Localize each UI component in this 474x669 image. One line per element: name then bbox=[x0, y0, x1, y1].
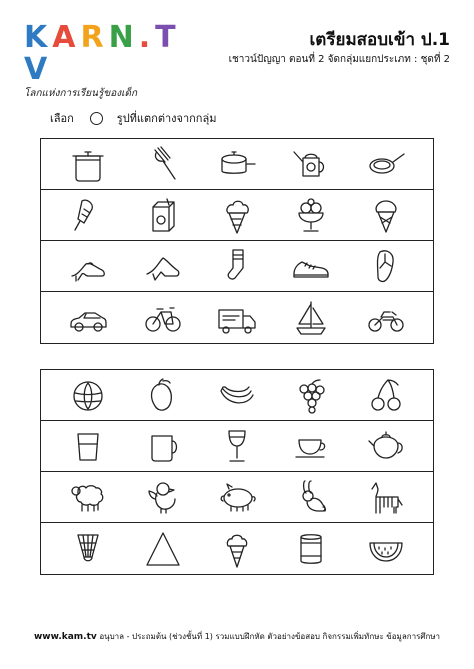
shuttlecock-icon[interactable] bbox=[66, 528, 110, 570]
question-group-2 bbox=[40, 369, 434, 575]
juice-box-icon[interactable] bbox=[141, 194, 185, 236]
teapot-icon[interactable] bbox=[364, 425, 408, 467]
logo-letter: N bbox=[108, 20, 139, 55]
instruction-prefix: เลือก bbox=[50, 112, 74, 125]
cherries-icon[interactable] bbox=[364, 374, 408, 416]
motorcycle-icon[interactable] bbox=[364, 297, 408, 339]
sheep-icon[interactable] bbox=[66, 476, 110, 518]
pig-icon[interactable] bbox=[215, 476, 259, 518]
rabbit-icon[interactable] bbox=[289, 476, 333, 518]
question-row bbox=[41, 139, 433, 190]
logo-letter: A bbox=[52, 20, 81, 55]
saucepan-icon[interactable] bbox=[215, 143, 259, 185]
logo-letter: R bbox=[80, 20, 109, 55]
bird-icon[interactable] bbox=[141, 476, 185, 518]
question-row bbox=[41, 523, 433, 574]
cabbage-icon[interactable] bbox=[66, 374, 110, 416]
question-row bbox=[41, 190, 433, 241]
pot-icon[interactable] bbox=[66, 143, 110, 185]
question-row bbox=[41, 241, 433, 292]
grapes-icon[interactable] bbox=[289, 374, 333, 416]
frying-pan-icon[interactable] bbox=[364, 143, 408, 185]
ice-cream-cone-3-icon[interactable] bbox=[215, 528, 259, 570]
question-row bbox=[41, 421, 433, 472]
question-group-1 bbox=[40, 138, 434, 344]
ice-cream-cone-icon[interactable] bbox=[215, 194, 259, 236]
flip-flop-icon[interactable] bbox=[364, 245, 408, 287]
zebra-icon[interactable] bbox=[364, 476, 408, 518]
bananas-icon[interactable] bbox=[215, 374, 259, 416]
wine-glass-icon[interactable] bbox=[215, 425, 259, 467]
question-row bbox=[41, 472, 433, 523]
ice-cream-cone-2-icon[interactable] bbox=[364, 194, 408, 236]
high-heel-icon[interactable] bbox=[141, 245, 185, 287]
can-icon[interactable] bbox=[289, 528, 333, 570]
truck-icon[interactable] bbox=[215, 297, 259, 339]
mug-icon[interactable] bbox=[141, 425, 185, 467]
question-row bbox=[41, 292, 433, 343]
fork-icon[interactable] bbox=[141, 143, 185, 185]
logo-letter: V bbox=[24, 52, 53, 87]
logo-letters bbox=[24, 22, 184, 86]
watering-can-icon[interactable] bbox=[289, 143, 333, 185]
watermelon-icon[interactable] bbox=[364, 528, 408, 570]
sock-icon[interactable] bbox=[215, 245, 259, 287]
page-subtitle: เชาวน์ปัญญา ตอนที่ 2 จัดกลุ่มแยกประเภท : ชุดที่ 2 bbox=[228, 54, 450, 65]
car-icon[interactable] bbox=[66, 297, 110, 339]
logo-letter: . bbox=[138, 20, 156, 55]
circle-icon bbox=[90, 112, 103, 125]
sailboat-icon[interactable] bbox=[289, 297, 333, 339]
footer-site[interactable]: www.kam.tv bbox=[33, 632, 97, 642]
footer bbox=[0, 630, 474, 643]
mango-icon[interactable] bbox=[141, 374, 185, 416]
bicycle-icon[interactable] bbox=[141, 297, 185, 339]
sneaker-icon[interactable] bbox=[289, 245, 333, 287]
footer-text: อนุบาล - ประถมต้น (ช่วงชั้นที่ 1) รวมแบบฝึกหัด ตัวอย่างข้อสอบ กิจกรรมเพิ่มทักษะ ข้อมูลการศึกษา bbox=[99, 632, 441, 641]
glass-icon[interactable] bbox=[66, 425, 110, 467]
teacup-icon[interactable] bbox=[289, 425, 333, 467]
instruction-text: รูปที่แตกต่างจากกลุ่ม bbox=[116, 112, 217, 125]
sundae-icon[interactable] bbox=[289, 194, 333, 236]
logo-tagline: โลกแห่งการเรียนรู้ของเด็ก bbox=[24, 88, 138, 99]
question-row bbox=[41, 370, 433, 421]
popsicle-icon[interactable] bbox=[66, 194, 110, 236]
instruction bbox=[50, 109, 216, 127]
triangle-icon[interactable] bbox=[141, 528, 185, 570]
page-title: เตรียมสอบเข้า ป.1 bbox=[309, 30, 450, 50]
logo-letter: K bbox=[24, 20, 53, 55]
heel-shoe-icon[interactable] bbox=[66, 245, 110, 287]
karn-tv-logo bbox=[24, 20, 184, 99]
logo-letter: T bbox=[155, 20, 181, 55]
